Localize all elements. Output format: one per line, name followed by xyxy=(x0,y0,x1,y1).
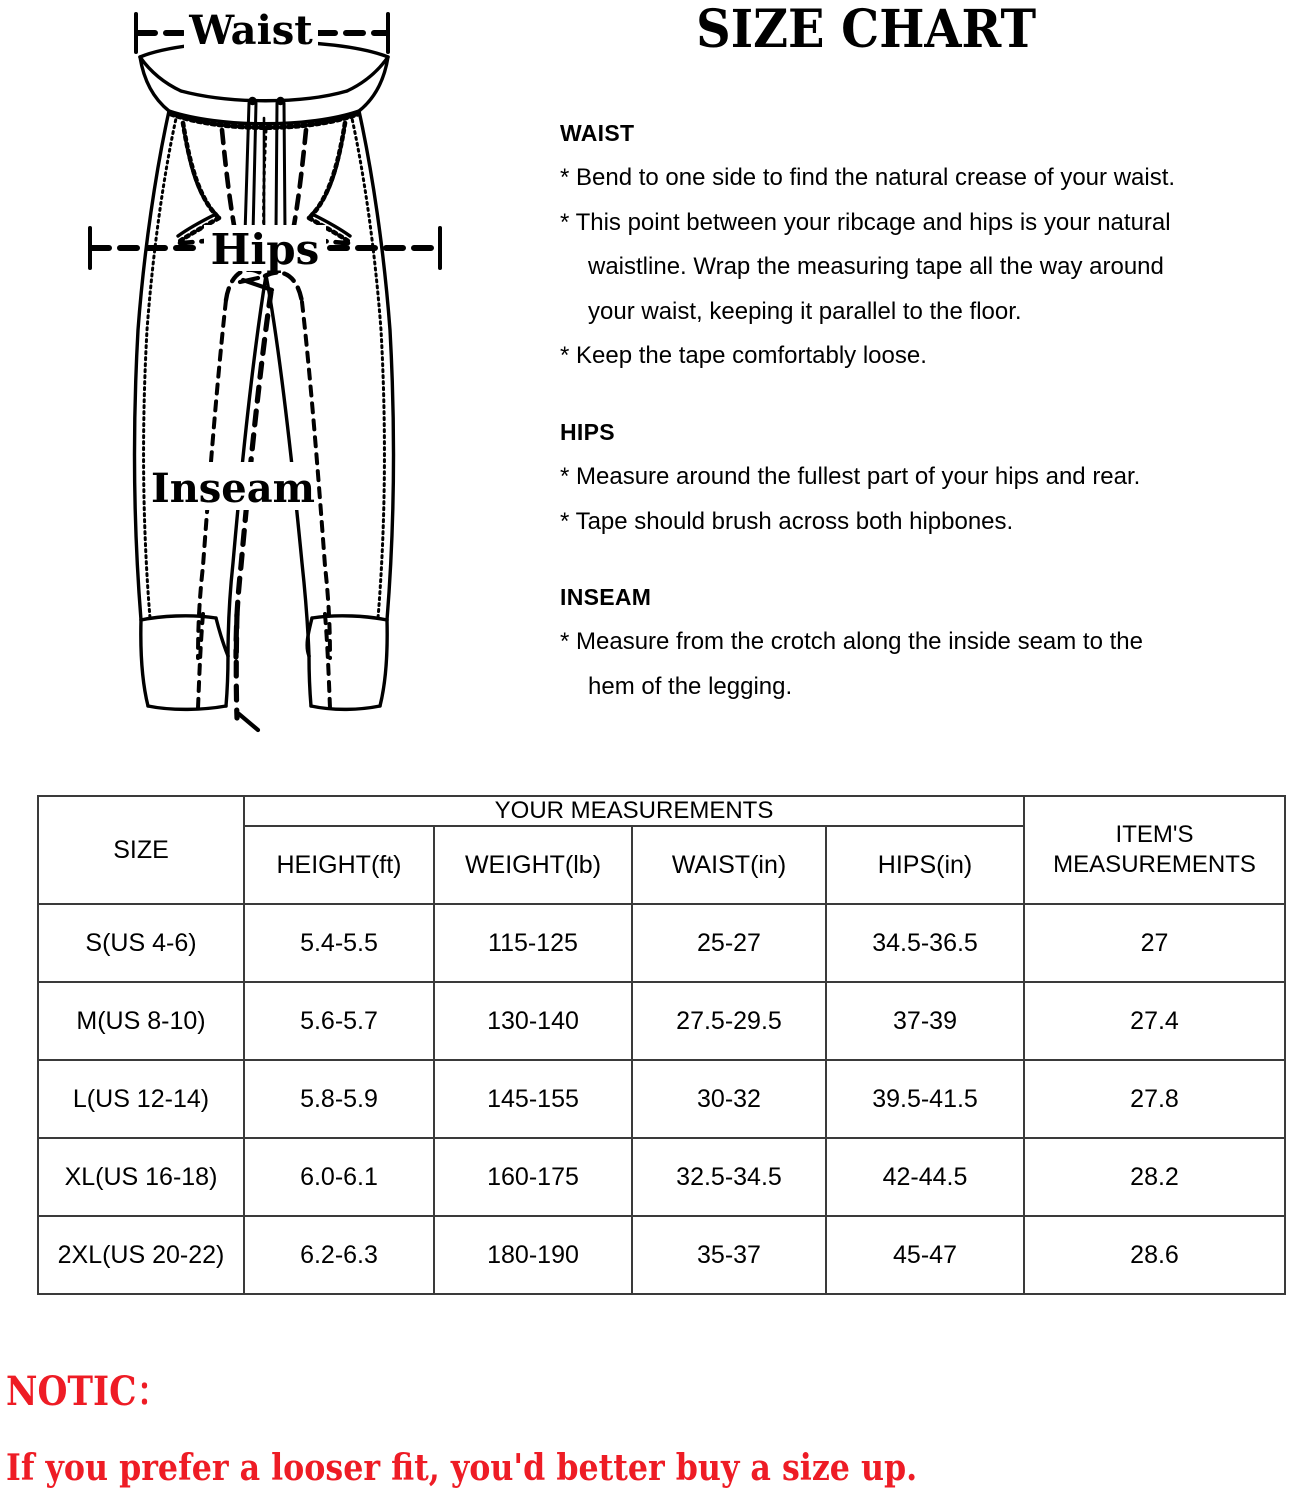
notice-block xyxy=(6,1368,1306,1489)
table-row xyxy=(38,904,1285,982)
cell-hips: 34.5-36.5 xyxy=(826,904,1024,982)
size-table-container xyxy=(37,795,1284,1295)
header-size: SIZE xyxy=(38,796,244,904)
jogger-pants-illustration xyxy=(40,0,530,780)
cell-hips: 37-39 xyxy=(826,982,1024,1060)
instruction-section-hips xyxy=(560,419,1305,538)
instruction-section-inseam xyxy=(560,584,1305,703)
cell-weight: 180-190 xyxy=(434,1216,632,1294)
waist-label: Waist xyxy=(189,7,313,54)
header-your-measurements: YOUR MEASUREMENTS xyxy=(244,796,1024,826)
header-waist: WAIST(in) xyxy=(632,826,826,904)
header-height: HEIGHT(ft) xyxy=(244,826,434,904)
cell-waist: 32.5-34.5 xyxy=(632,1138,826,1216)
size-chart-table xyxy=(37,795,1286,1295)
table-row xyxy=(38,1138,1285,1216)
notice-text: If you prefer a looser fit, you'd better buy a size up. xyxy=(6,1447,918,1489)
table-row xyxy=(38,1216,1285,1294)
cell-height: 5.4-5.5 xyxy=(244,904,434,982)
cell-weight: 130-140 xyxy=(434,982,632,1060)
table-row xyxy=(38,982,1285,1060)
cell-weight: 145-155 xyxy=(434,1060,632,1138)
measurement-diagram xyxy=(40,0,530,780)
cell-waist: 30-32 xyxy=(632,1060,826,1138)
cell-height: 6.0-6.1 xyxy=(244,1138,434,1216)
cell-size: S(US 4-6) xyxy=(38,904,244,982)
cell-inseam: 27.4 xyxy=(1024,982,1285,1060)
page-title: SIZE CHART xyxy=(696,0,1037,60)
section-heading-waist: WAIST xyxy=(560,120,635,146)
cell-weight: 160-175 xyxy=(434,1138,632,1216)
instruction-line: * Measure around the fullest part of your hips and rear. xyxy=(560,462,1141,490)
instruction-line: * Keep the tape comfortably loose. xyxy=(560,342,927,370)
cell-inseam: 27.8 xyxy=(1024,1060,1285,1138)
cell-size: 2XL(US 20-22) xyxy=(38,1216,244,1294)
cell-size: M(US 8-10) xyxy=(38,982,244,1060)
instruction-line: * This point between your ribcage and hips is your natural xyxy=(560,208,1171,236)
cell-weight: 115-125 xyxy=(434,904,632,982)
instruction-line: hem of the legging. xyxy=(588,672,793,700)
inseam-label: Inseam xyxy=(150,465,316,512)
header-items-measurements xyxy=(1024,796,1285,904)
cell-height: 5.8-5.9 xyxy=(244,1060,434,1138)
cell-hips: 42-44.5 xyxy=(826,1138,1024,1216)
table-header-group-row xyxy=(38,796,1285,826)
cell-inseam: 28.6 xyxy=(1024,1216,1285,1294)
instruction-line: your waist, keeping it parallel to the floor. xyxy=(588,297,1022,325)
cell-waist: 35-37 xyxy=(632,1216,826,1294)
cell-inseam: 27 xyxy=(1024,904,1285,982)
instruction-line: * Tape should brush across both hipbones. xyxy=(560,507,1014,535)
instruction-line: * Bend to one side to find the natural crease of your waist. xyxy=(560,164,1176,191)
cell-size: XL(US 16-18) xyxy=(38,1138,244,1216)
table-row xyxy=(38,1060,1285,1138)
instruction-section-waist xyxy=(560,120,1305,373)
cell-hips: 39.5-41.5 xyxy=(826,1060,1024,1138)
instruction-line: waistline. Wrap the measuring tape all the way around xyxy=(588,253,1164,281)
header-hips: HIPS(in) xyxy=(826,826,1024,904)
cell-waist: 25-27 xyxy=(632,904,826,982)
section-heading-inseam: INSEAM xyxy=(560,584,652,611)
cell-inseam: 28.2 xyxy=(1024,1138,1285,1216)
instruction-line: * Measure from the crotch along the inside seam to the xyxy=(560,628,1143,656)
header-items-measurements-line1: ITEM'S xyxy=(1115,821,1194,848)
section-heading-hips: HIPS xyxy=(560,418,615,445)
cell-height: 5.6-5.7 xyxy=(244,982,434,1060)
cell-size: L(US 12-14) xyxy=(38,1060,244,1138)
cell-waist: 27.5-29.5 xyxy=(632,982,826,1060)
cell-height: 6.2-6.3 xyxy=(244,1216,434,1294)
notice-title: NOTIC： xyxy=(6,1368,171,1415)
cell-hips: 45-47 xyxy=(826,1216,1024,1294)
header-items-measurements-line2: MEASUREMENTS xyxy=(1053,851,1256,878)
hips-label: Hips xyxy=(210,225,320,274)
header-weight: WEIGHT(lb) xyxy=(434,826,632,904)
instructions-panel xyxy=(560,0,1305,780)
